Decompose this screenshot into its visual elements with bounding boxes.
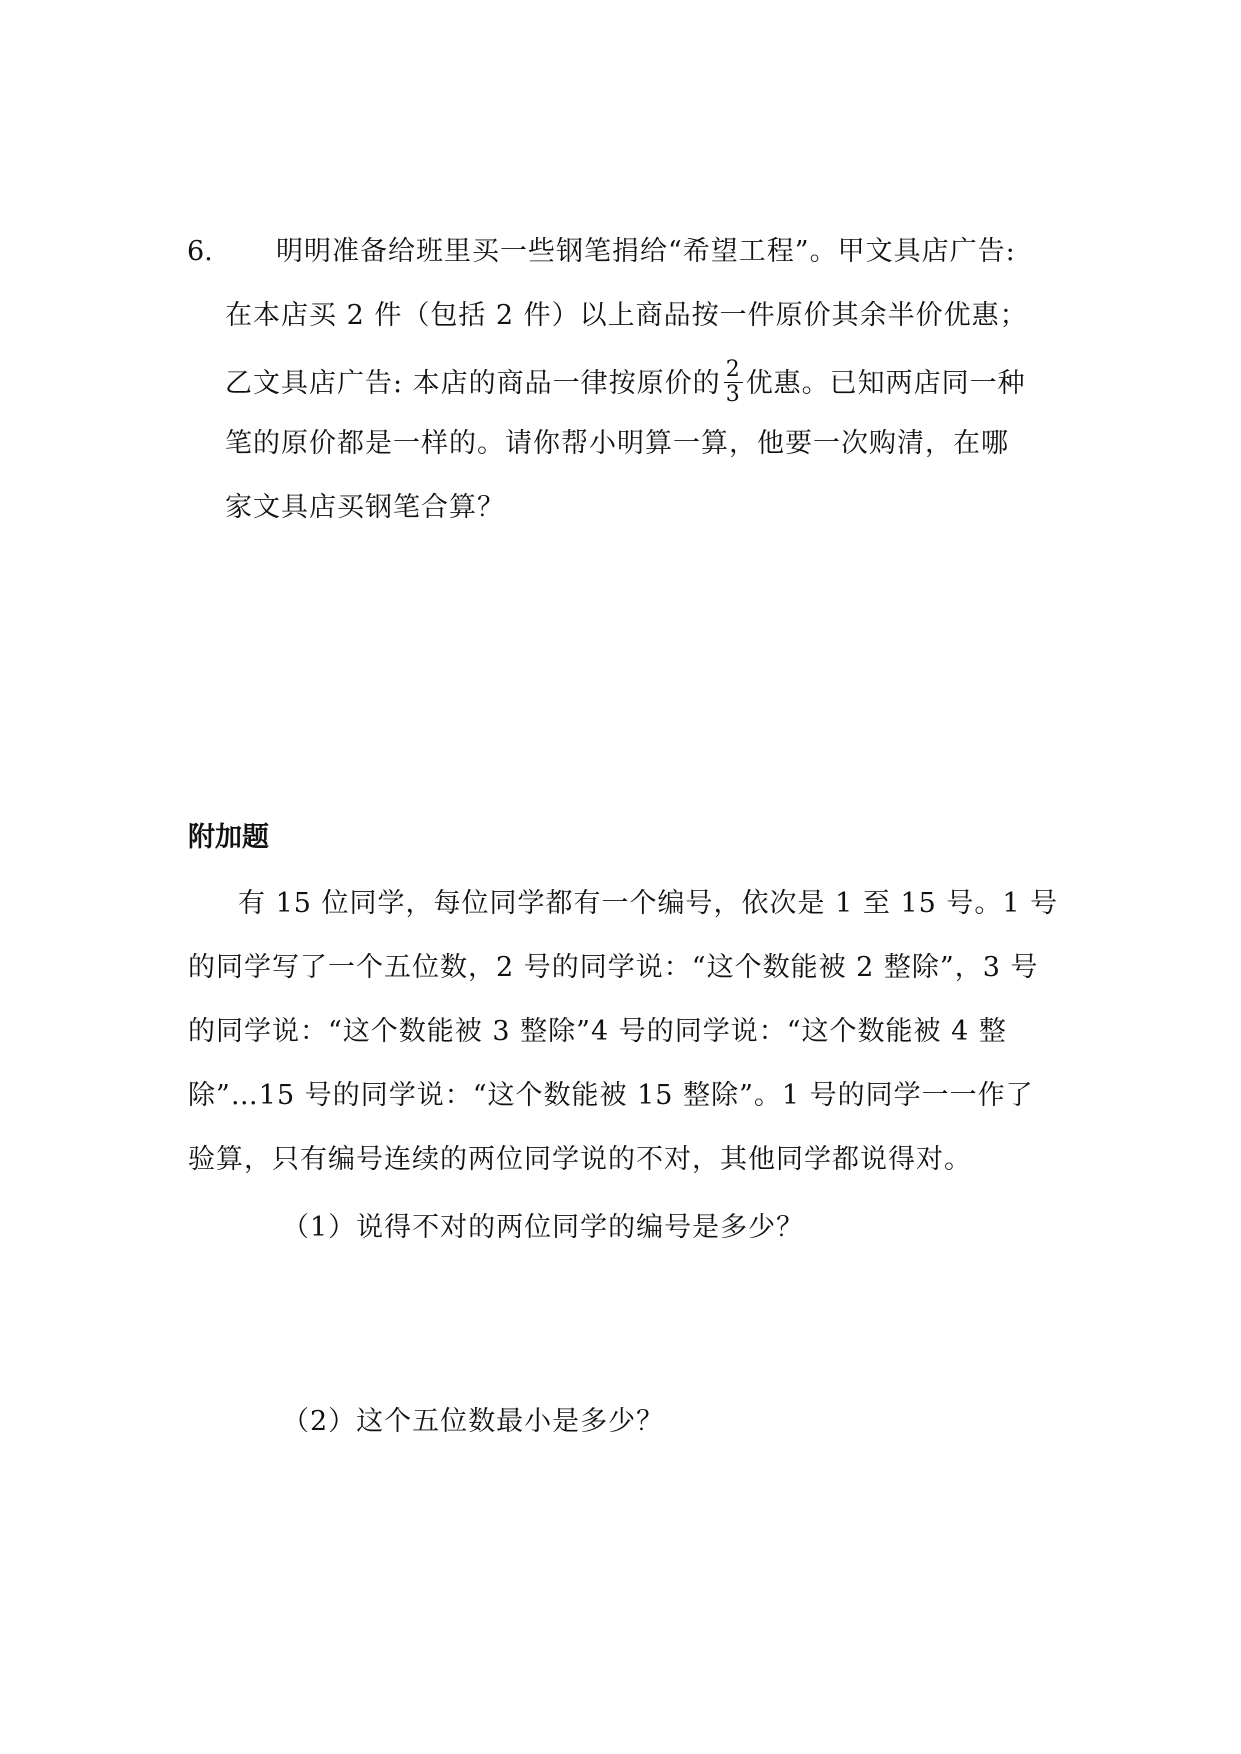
- question-line-3-before: 乙文具店广告: 本店的商品一律按原价的: [225, 368, 721, 399]
- question-number: 6.: [187, 236, 213, 267]
- fraction-numerator: 2: [725, 357, 741, 382]
- bonus-line-3: 的同学说：“这个数能被 3 整除”4 号的同学说：“这个数能被 4 整: [188, 1016, 1007, 1047]
- bonus-line-5: 验算，只有编号连续的两位同学说的不对，其他同学都说得对。: [188, 1144, 972, 1175]
- bonus-line-2: 的同学写了一个五位数，2 号的同学说：“这个数能被 2 整除”，3 号: [188, 952, 1039, 983]
- sub-question-1: （1）说得不对的两位同学的编号是多少？: [282, 1212, 805, 1243]
- fraction-denominator: 3: [725, 382, 741, 407]
- question-line-5: 家文具店买钢笔合算？: [225, 492, 505, 523]
- section-title-bonus: 附加题: [188, 822, 269, 853]
- bonus-line-4: 除”…15 号的同学说：“这个数能被 15 整除”。1 号的同学一一作了: [188, 1080, 1034, 1111]
- question-line-1: 明明准备给班里买一些钢笔捐给“希望工程”。甲文具店广告:: [276, 236, 1016, 267]
- question-line-4: 笔的原价都是一样的。请你帮小明算一算，他要一次购清，在哪: [225, 428, 1009, 459]
- question-line-3: [225, 357, 1026, 409]
- sub-question-2: （2）这个五位数最小是多少？: [282, 1406, 665, 1437]
- question-line-2: 在本店买 2 件（包括 2 件）以上商品按一件原价其余半价优惠；: [225, 300, 1028, 331]
- bonus-line-1: 有 15 位同学，每位同学都有一个编号，依次是 1 至 15 号。1 号: [238, 888, 1059, 919]
- fraction-two-thirds: [724, 358, 743, 407]
- question-line-3-after: 优惠。已知两店同一种: [745, 368, 1026, 399]
